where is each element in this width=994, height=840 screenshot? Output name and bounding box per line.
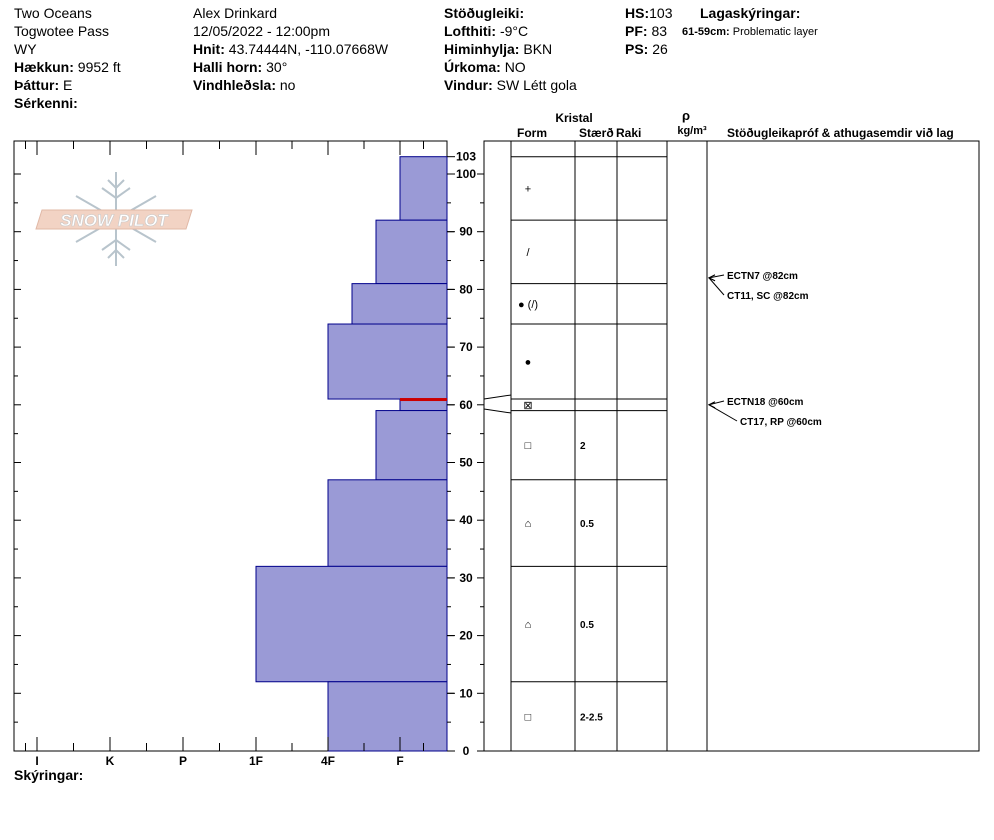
hardness-tick-label: I [35,754,39,768]
hardness-bar [352,284,447,324]
grain-form-symbol: ⌂ [524,518,532,531]
wind-label: Vindur: [444,77,493,93]
wind-loading-value: no [279,77,296,93]
rho-header: ρ [681,108,691,123]
depth-tick-label: 80 [459,282,473,297]
air-temp-label: Lofthiti: [444,23,497,39]
crystal-header: Kristal [555,111,593,125]
elevation-value: 9952 ft [77,59,121,75]
hardness-bar [256,566,447,681]
depth-tick-label: 90 [459,224,473,239]
grain-form-symbol: / [526,246,530,259]
grain-form-symbol: □ [524,440,532,453]
grain-form-symbol: ⌂ [524,619,532,632]
grain-form-symbol: ● [524,356,532,369]
hs-value: 103 [649,5,673,21]
layer-connector [484,395,511,399]
grain-form-symbol: + [524,183,532,196]
precip-label: Úrkoma: [444,59,501,75]
snowpilot-logo [36,172,192,266]
elevation-label: Hækkun: [14,59,74,75]
wind-value: SW Létt gola [496,77,577,93]
slope-label: Halli horn: [193,59,263,75]
depth-tick-label: 60 [459,397,473,412]
stability-label: Stöðugleiki: [444,5,525,21]
depth-tick-label: 50 [459,455,473,470]
hardness-bar [400,157,447,220]
ps-value: 26 [652,41,668,57]
hardness-bar [376,220,447,283]
stability-test-label: CT11, SC @82cm [727,291,809,302]
snowpilot-logo-text: SNOW PILOT [60,211,168,230]
area-name: Togwotee Pass [14,23,109,39]
air-temp-value: -9°C [499,23,529,39]
state-name: WY [14,41,37,57]
size-header: Stærð [579,126,614,140]
depth-tick-label: 100 [455,167,477,181]
hardness-bar [376,411,447,480]
grain-form-symbol: ⊠ [523,399,533,412]
hardness-tick-label: P [178,754,188,768]
hardness-bar [328,682,447,751]
wind-loading-label: Vindhleðsla: [193,77,276,93]
hardness-tick-label: K [105,754,115,768]
aspect-label: Þáttur: [14,77,60,93]
hardness-bar [328,324,447,399]
depth-tick-label: 0 [462,744,470,758]
pf-value: 83 [651,23,668,39]
stability-test-label: CT17, RP @60cm [740,417,822,428]
depth-tick-label: 103 [455,149,477,164]
depth-tick-label: 70 [459,340,473,355]
hardness-tick-label: F [396,754,404,768]
depth-tick-label: 30 [459,570,473,585]
observation-datetime: 12/05/2022 - 12:00pm [193,23,330,39]
moisture-header: Raki [616,126,642,140]
grain-size-value: 0.5 [580,519,594,531]
problem-layer-marker [400,398,447,401]
grain-form-symbol: ● (/) [517,298,539,311]
layer-table [484,108,979,751]
legend-title: Lagaskýringar: [700,5,801,21]
test-pointer-arrow [709,275,715,281]
depth-tick-label: 10 [459,686,473,701]
observer-name: Alex Drinkard [193,5,278,21]
sky-value: BKN [523,41,553,57]
legend-range: 61-59cm: [682,26,730,38]
features-label: Sérkenni: [14,95,78,111]
ps-label: PS: [625,41,649,57]
slope-value: 30° [266,59,288,75]
sky-label: Himinhylja: [444,41,520,57]
precip-value: NO [504,59,526,75]
aspect-value: E [63,77,73,93]
depth-tick-label: 20 [459,628,473,643]
form-header: Form [517,126,547,140]
grain-size-value: 0.5 [580,620,594,632]
test-pointer-line [709,278,724,295]
depth-tick-label: 40 [459,513,473,528]
legend-text: Problematic layer [732,26,818,38]
hs-label: HS: [625,5,650,21]
pf-label: PF: [625,23,648,39]
coords-label: Hnit: [193,41,225,57]
grain-size-value: 2 [580,441,586,453]
coords-value: 43.74444N, -110.07668W [228,41,389,57]
tests-header: Stöðugleikapróf & athugasemdir við lag [727,126,954,140]
hardness-tick-label: 1F [248,754,264,768]
grain-form-symbol: □ [524,711,532,724]
table-frame [484,141,979,751]
footer-comments-label: Skýringar: [14,767,84,783]
density-header: kg/m³ [677,125,707,137]
hardness-plot [14,141,484,768]
grain-size-value: 2-2.5 [580,712,603,724]
hardness-tick-label: 4F [320,754,336,768]
layer-connector [484,409,511,413]
location-name: Two Oceans [14,5,92,21]
hardness-bar [328,480,447,567]
stability-test-label: ECTN7 @82cm [727,271,798,282]
stability-test-label: ECTN18 @60cm [727,397,804,408]
